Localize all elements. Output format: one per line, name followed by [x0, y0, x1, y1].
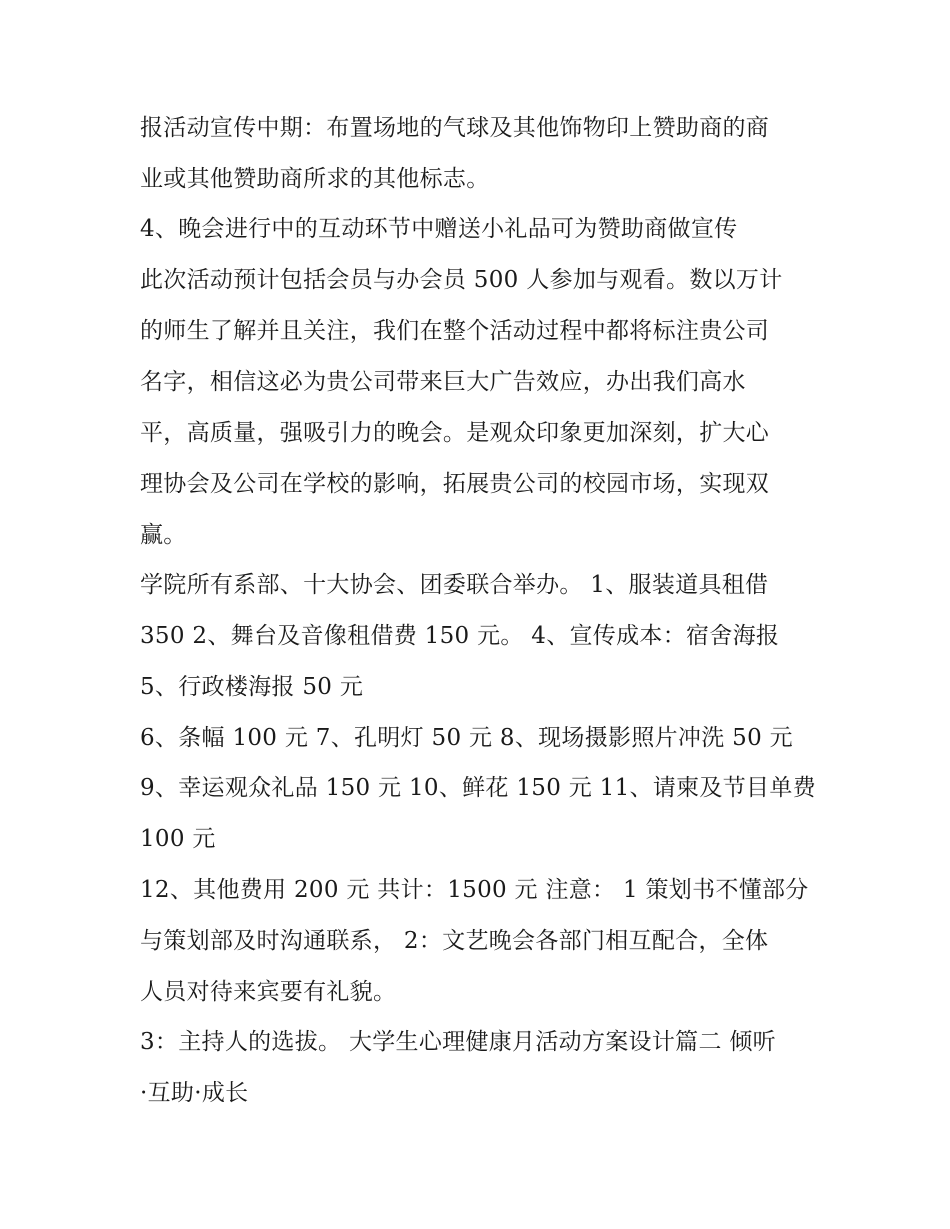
text-line: 5、行政楼海报 50 元	[140, 674, 364, 700]
text-line: 100 元	[140, 826, 216, 852]
text-line: 业或其他赞助商所求的其他标志。	[140, 166, 490, 192]
text-line: 人员对待来宾要有礼貌。	[140, 979, 397, 1005]
text-line: 的师生了解并且关注，我们在整个活动过程中都将标注贵公司	[140, 318, 770, 344]
text-line: 350 2、舞台及音像租借费 150 元。 4、宣传成本：宿舍海报	[140, 623, 780, 649]
text-line: 4、晚会进行中的互动环节中赠送小礼品可为赞助商做宣传	[140, 216, 738, 242]
text-line: ·互助·成长	[140, 1080, 249, 1106]
text-line: 3：主持人的选拔。 大学生心理健康月活动方案设计篇二 倾听	[140, 1029, 776, 1055]
text-line: 12、其他费用 200 元 共计：1500 元 注意： 1 策划书不懂部分	[140, 877, 809, 903]
text-line: 6、条幅 100 元 7、孔明灯 50 元 8、现场摄影照片冲洗 50 元	[140, 725, 793, 751]
text-line: 平，高质量，强吸引力的晚会。是观众印象更加深刻，扩大心	[140, 420, 770, 446]
text-line: 9、幸运观众礼品 150 元 10、鲜花 150 元 11、请柬及节目单费	[140, 775, 816, 801]
text-line: 报活动宣传中期：布置场地的气球及其他饰物印上赞助商的商	[140, 115, 770, 141]
text-line: 此次活动预计包括会员与办会员 500 人参加与观看。数以万计	[140, 267, 783, 293]
text-line: 赢。	[140, 522, 187, 548]
text-line: 理协会及公司在学校的影响，拓展贵公司的校园市场，实现双	[140, 471, 770, 497]
text-line: 学院所有系部、十大协会、团委联合举办。 1、服装道具租借	[140, 572, 769, 598]
text-line: 与策划部及时沟通联系， 2：文艺晚会各部门相互配合，全体	[140, 928, 769, 954]
text-line: 名字，相信这必为贵公司带来巨大广告效应，办出我们高水	[140, 369, 746, 395]
